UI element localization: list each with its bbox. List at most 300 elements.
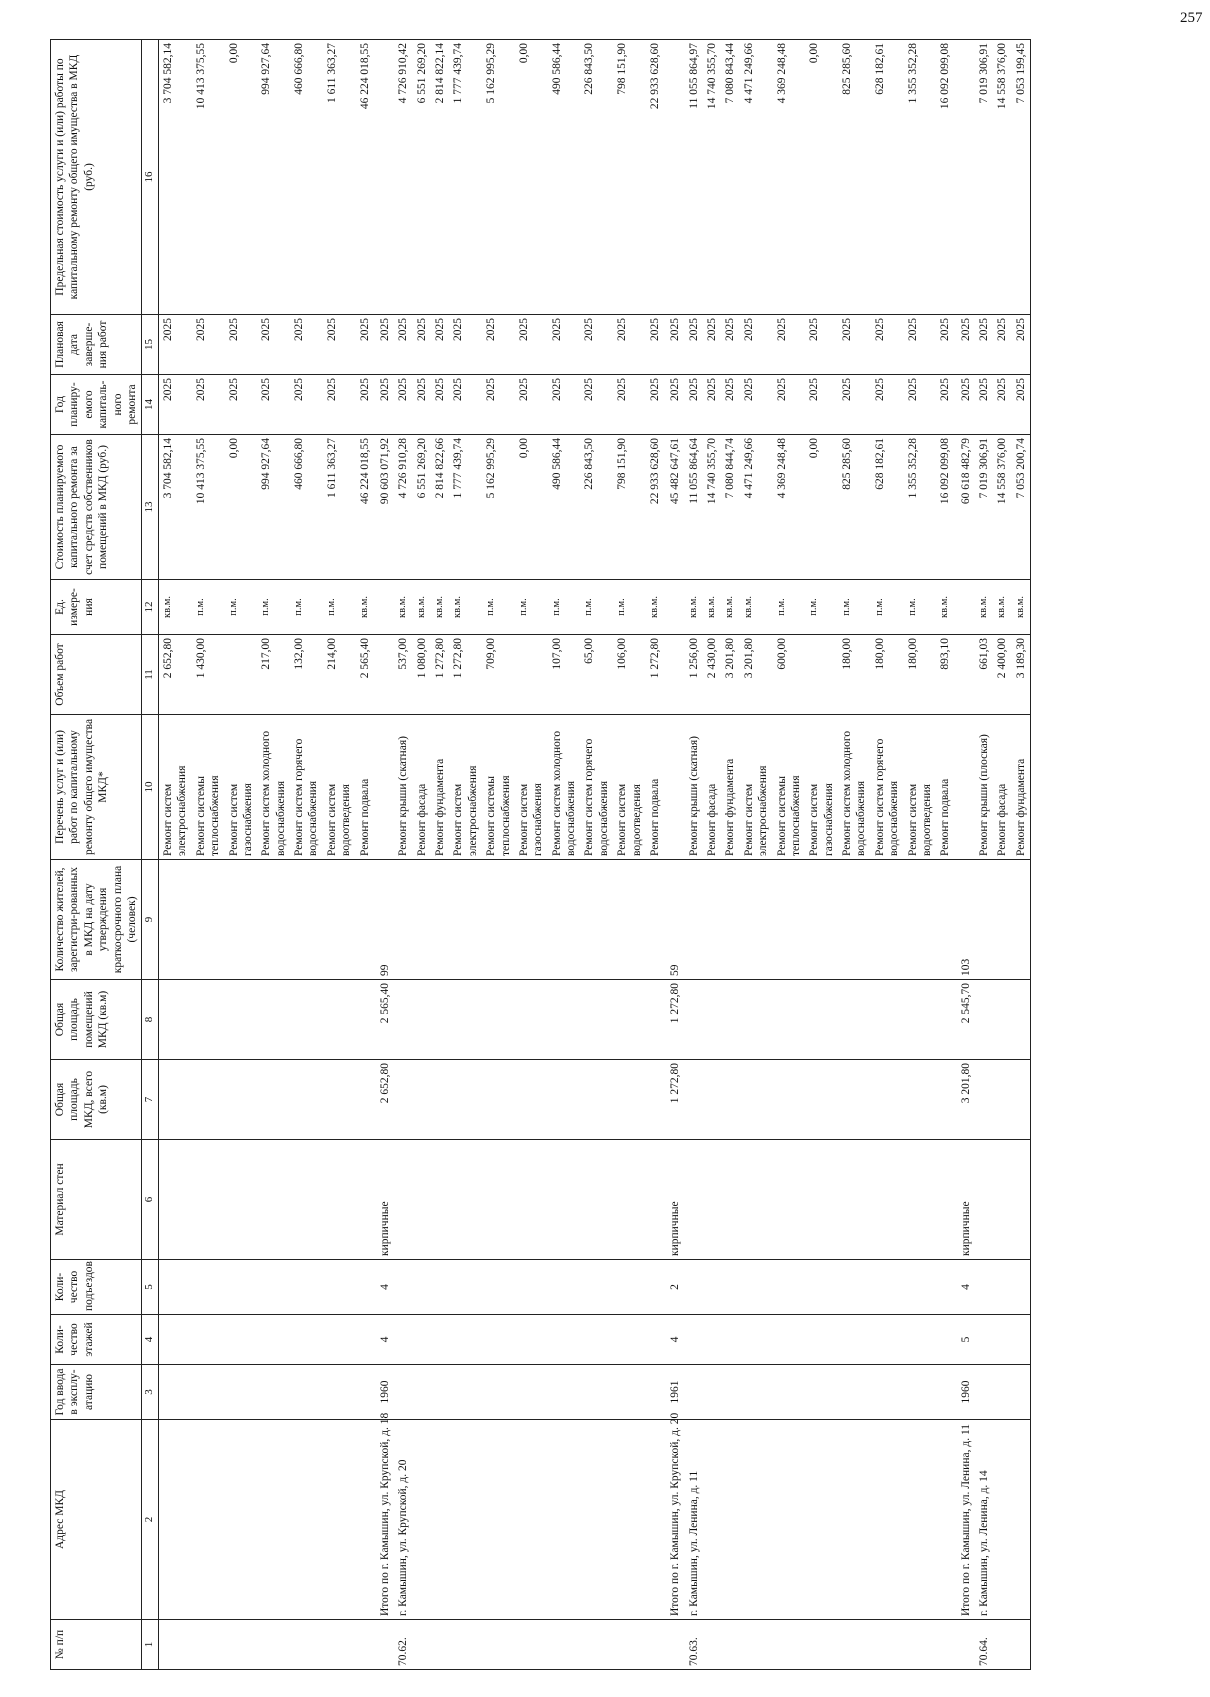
cell-limit: 7 019 306,91 (975, 40, 993, 315)
cell-area (290, 1060, 323, 1140)
cell-end-date: 2025 (955, 315, 975, 375)
cell-area-rooms (192, 980, 225, 1060)
cell-plan-year: 2025 (431, 375, 449, 435)
cell-cost: 5 162 995,29 (482, 435, 515, 580)
cell-floors (740, 1315, 773, 1365)
cell-limit (374, 40, 394, 315)
cell-year (838, 1365, 871, 1420)
capital-repair-table (50, 39, 1031, 1670)
cell-area (192, 1060, 225, 1140)
cell-entrances (703, 1260, 721, 1315)
cell-residents (394, 860, 412, 980)
cell-num (904, 1620, 937, 1670)
cell-num (613, 1620, 646, 1670)
cell-addr: г. Камышин, ул. Крупской, д. 20 (394, 1420, 412, 1620)
cell-area (936, 1060, 954, 1140)
cell-unit: п.м. (871, 580, 904, 635)
cell-residents (356, 860, 374, 980)
cell-unit: кв.м. (685, 580, 703, 635)
cell-num (482, 1620, 515, 1670)
cell-num (374, 1620, 394, 1670)
cell-floors: 4 (664, 1315, 684, 1365)
cell-area (685, 1060, 703, 1140)
cell-material (805, 1140, 838, 1260)
cell-limit: 1 777 439,74 (449, 40, 482, 315)
cell-unit: п.м. (482, 580, 515, 635)
table-header (51, 40, 159, 1670)
rotated-sheet (50, 40, 1210, 1670)
cell-material (482, 1140, 515, 1260)
cell-material (773, 1140, 806, 1260)
cell-entrances (936, 1260, 954, 1315)
cell-end-date: 2025 (356, 315, 374, 375)
cell-volume (374, 635, 394, 715)
cell-residents (323, 860, 356, 980)
cell-work: Ремонт систем горячего водоснабжения (871, 715, 904, 860)
cell-year (721, 1365, 739, 1420)
cell-floors (257, 1315, 290, 1365)
cell-year (413, 1365, 431, 1420)
cell-plan-year: 2025 (1012, 375, 1031, 435)
cell-entrances: 4 (955, 1260, 975, 1315)
cell-unit: кв.м. (936, 580, 954, 635)
cell-entrances (449, 1260, 482, 1315)
cell-entrances: 2 (664, 1260, 684, 1315)
cell-area-rooms (515, 980, 548, 1060)
cell-num (548, 1620, 581, 1670)
cell-addr (159, 1420, 192, 1620)
cell-end-date: 2025 (431, 315, 449, 375)
cell-addr (413, 1420, 431, 1620)
cell-end-date: 2025 (721, 315, 739, 375)
cell-residents (646, 860, 664, 980)
cell-num (740, 1620, 773, 1670)
cell-addr (646, 1420, 664, 1620)
cell-plan-year: 2025 (192, 375, 225, 435)
cell-cost: 1 611 363,27 (323, 435, 356, 580)
cell-material (356, 1140, 374, 1260)
cell-work: Ремонт систем электроснабжения (740, 715, 773, 860)
cell-addr (225, 1420, 258, 1620)
cell-cost: 798 151,90 (613, 435, 646, 580)
cell-area-rooms (613, 980, 646, 1060)
cell-cost: 4 471 249,66 (740, 435, 773, 580)
cell-residents (773, 860, 806, 980)
cell-entrances (290, 1260, 323, 1315)
cell-floors (1012, 1315, 1031, 1365)
cell-cost: 1 777 439,74 (449, 435, 482, 580)
cell-limit: 6 551 269,20 (413, 40, 431, 315)
cell-cost: 16 092 099,08 (936, 435, 954, 580)
cell-entrances (613, 1260, 646, 1315)
cell-area-rooms (936, 980, 954, 1060)
cell-unit: кв.м. (431, 580, 449, 635)
cell-plan-year: 2025 (993, 375, 1011, 435)
cell-material (936, 1140, 954, 1260)
cell-area-rooms (413, 980, 431, 1060)
cell-area: 2 652,80 (374, 1060, 394, 1140)
cell-unit: кв.м. (703, 580, 721, 635)
cell-cost: 14 558 376,00 (993, 435, 1011, 580)
cell-area: 1 272,80 (664, 1060, 684, 1140)
table-row (257, 40, 290, 1670)
cell-unit: кв.м. (356, 580, 374, 635)
cell-material (646, 1140, 664, 1260)
cell-limit: 628 182,61 (871, 40, 904, 315)
cell-area (515, 1060, 548, 1140)
cell-entrances (482, 1260, 515, 1315)
cell-limit: 22 933 628,60 (646, 40, 664, 315)
cell-material (257, 1140, 290, 1260)
table-row (740, 40, 773, 1670)
cell-year (257, 1365, 290, 1420)
cell-area (356, 1060, 374, 1140)
cell-residents: 99 (374, 860, 394, 980)
cell-material (993, 1140, 1011, 1260)
cell-num (257, 1620, 290, 1670)
cell-entrances (805, 1260, 838, 1315)
cell-num: 70.63. (685, 1620, 703, 1670)
cell-work: Ремонт систем газоснабжения (515, 715, 548, 860)
table-row (413, 40, 431, 1670)
cell-area (740, 1060, 773, 1140)
cell-area: 3 201,80 (955, 1060, 975, 1140)
cell-work: Ремонт крыши (плоская) (975, 715, 993, 860)
column-header-5: Коли-чество подъездов (51, 1260, 142, 1315)
cell-area-rooms: 2 565,40 (374, 980, 394, 1060)
table-row (515, 40, 548, 1670)
cell-year (975, 1365, 993, 1420)
cell-work: Ремонт систем газоснабжения (805, 715, 838, 860)
cell-num (993, 1620, 1011, 1670)
cell-floors (936, 1315, 954, 1365)
cell-work (664, 715, 684, 860)
column-number-10: 10 (142, 715, 159, 860)
cell-unit: п.м. (192, 580, 225, 635)
cell-addr (740, 1420, 773, 1620)
column-number-2: 2 (142, 1420, 159, 1620)
cell-addr (1012, 1420, 1031, 1620)
cell-entrances (257, 1260, 290, 1315)
cell-unit: кв.м. (975, 580, 993, 635)
cell-area (580, 1060, 613, 1140)
cell-volume: 1 272,80 (449, 635, 482, 715)
table-row (721, 40, 739, 1670)
cell-year (323, 1365, 356, 1420)
cell-residents: 59 (664, 860, 684, 980)
page-number: 257 (1180, 10, 1203, 26)
cell-entrances (394, 1260, 412, 1315)
cell-addr (431, 1420, 449, 1620)
cell-material (394, 1140, 412, 1260)
cell-area-rooms (431, 980, 449, 1060)
cell-material (580, 1140, 613, 1260)
cell-num (449, 1620, 482, 1670)
cell-work: Ремонт подвала (356, 715, 374, 860)
cell-end-date: 2025 (1012, 315, 1031, 375)
cell-unit: п.м. (257, 580, 290, 635)
cell-addr: г. Камышин, ул. Ленина, д. 14 (975, 1420, 993, 1620)
cell-area-rooms (482, 980, 515, 1060)
cell-num (431, 1620, 449, 1670)
cell-limit: 0,00 (515, 40, 548, 315)
cell-num (646, 1620, 664, 1670)
cell-plan-year: 2025 (646, 375, 664, 435)
cell-work (955, 715, 975, 860)
table-row (431, 40, 449, 1670)
cell-cost: 46 224 018,55 (356, 435, 374, 580)
cell-area-rooms (580, 980, 613, 1060)
cell-area (394, 1060, 412, 1140)
cell-area-rooms (290, 980, 323, 1060)
cell-material (703, 1140, 721, 1260)
cell-addr (721, 1420, 739, 1620)
cell-material (431, 1140, 449, 1260)
column-header-1: № п/п (51, 1620, 142, 1670)
cell-area-rooms: 2 545,70 (955, 980, 975, 1060)
cell-residents (225, 860, 258, 980)
cell-volume (805, 635, 838, 715)
cell-floors (413, 1315, 431, 1365)
cell-end-date: 2025 (703, 315, 721, 375)
column-number-8: 8 (142, 980, 159, 1060)
cell-limit: 7 053 199,45 (1012, 40, 1031, 315)
cell-end-date: 2025 (192, 315, 225, 375)
table-row (805, 40, 838, 1670)
table-row (290, 40, 323, 1670)
cell-limit: 825 285,60 (838, 40, 871, 315)
cell-entrances (871, 1260, 904, 1315)
cell-area-rooms (838, 980, 871, 1060)
cell-limit: 46 224 018,55 (356, 40, 374, 315)
cell-plan-year: 2025 (975, 375, 993, 435)
cell-limit: 0,00 (225, 40, 258, 315)
cell-limit: 11 055 864,97 (685, 40, 703, 315)
cell-addr (773, 1420, 806, 1620)
cell-limit: 460 666,80 (290, 40, 323, 315)
cell-area (838, 1060, 871, 1140)
column-number-14: 14 (142, 375, 159, 435)
cell-entrances (225, 1260, 258, 1315)
cell-num (773, 1620, 806, 1670)
cell-entrances (431, 1260, 449, 1315)
cell-volume (225, 635, 258, 715)
cell-area-rooms (703, 980, 721, 1060)
cell-residents (159, 860, 192, 980)
total-row (955, 40, 975, 1670)
cell-end-date: 2025 (413, 315, 431, 375)
cell-plan-year: 2025 (580, 375, 613, 435)
cell-floors: 5 (955, 1315, 975, 1365)
cell-addr: Итого по г. Камышин, ул. Крупской, д. 20 (664, 1420, 684, 1620)
cell-entrances (548, 1260, 581, 1315)
cell-limit: 798 151,90 (613, 40, 646, 315)
cell-cost: 628 182,61 (871, 435, 904, 580)
cell-floors (871, 1315, 904, 1365)
table-row (975, 40, 993, 1670)
cell-plan-year: 2025 (773, 375, 806, 435)
cell-floors (225, 1315, 258, 1365)
cell-year (904, 1365, 937, 1420)
table-row (192, 40, 225, 1670)
cell-floors (192, 1315, 225, 1365)
cell-area (805, 1060, 838, 1140)
cell-residents (685, 860, 703, 980)
cell-cost: 460 666,80 (290, 435, 323, 580)
cell-area-rooms (548, 980, 581, 1060)
cell-volume: 537,00 (394, 635, 412, 715)
cell-unit: п.м. (515, 580, 548, 635)
cell-addr (515, 1420, 548, 1620)
table-row (871, 40, 904, 1670)
table-row (580, 40, 613, 1670)
cell-area-rooms (773, 980, 806, 1060)
cell-cost: 226 843,50 (580, 435, 613, 580)
cell-year (515, 1365, 548, 1420)
cell-volume: 132,00 (290, 635, 323, 715)
cell-num (805, 1620, 838, 1670)
cell-volume: 3 201,80 (721, 635, 739, 715)
column-header-12: Ед. измере-ния (51, 580, 142, 635)
column-header-2: Адрес МКД (51, 1420, 142, 1620)
cell-area-rooms (721, 980, 739, 1060)
cell-limit: 4 471 249,66 (740, 40, 773, 315)
cell-end-date: 2025 (773, 315, 806, 375)
cell-residents (580, 860, 613, 980)
cell-floors (838, 1315, 871, 1365)
cell-volume: 1 080,00 (413, 635, 431, 715)
cell-work: Ремонт систем водоотведения (323, 715, 356, 860)
cell-floors (482, 1315, 515, 1365)
cell-volume: 3 201,80 (740, 635, 773, 715)
cell-year: 1961 (664, 1365, 684, 1420)
cell-volume: 2 565,40 (356, 635, 374, 715)
cell-plan-year: 2025 (685, 375, 703, 435)
cell-material (975, 1140, 993, 1260)
cell-volume (664, 635, 684, 715)
column-number-15: 15 (142, 315, 159, 375)
cell-unit: п.м. (580, 580, 613, 635)
cell-volume: 600,00 (773, 635, 806, 715)
cell-addr (356, 1420, 374, 1620)
cell-floors (394, 1315, 412, 1365)
cell-num (290, 1620, 323, 1670)
cell-limit (664, 40, 684, 315)
cell-end-date: 2025 (993, 315, 1011, 375)
column-header-6: Материал стен (51, 1140, 142, 1260)
cell-num (159, 1620, 192, 1670)
cell-area-rooms (225, 980, 258, 1060)
cell-floors (159, 1315, 192, 1365)
cell-floors (993, 1315, 1011, 1365)
cell-unit (955, 580, 975, 635)
cell-work: Ремонт фундамента (1012, 715, 1031, 860)
cell-area (1012, 1060, 1031, 1140)
cell-unit: п.м. (838, 580, 871, 635)
cell-floors (356, 1315, 374, 1365)
cell-year (1012, 1365, 1031, 1420)
cell-plan-year: 2025 (515, 375, 548, 435)
cell-addr (449, 1420, 482, 1620)
column-number-11: 11 (142, 635, 159, 715)
cell-volume: 709,00 (482, 635, 515, 715)
cell-cost: 3 704 582,14 (159, 435, 192, 580)
cell-plan-year: 2025 (838, 375, 871, 435)
cell-unit: кв.м. (740, 580, 773, 635)
cell-work: Ремонт фундамента (721, 715, 739, 860)
cell-end-date: 2025 (580, 315, 613, 375)
cell-addr (805, 1420, 838, 1620)
cell-entrances (904, 1260, 937, 1315)
cell-area-rooms (323, 980, 356, 1060)
cell-year (548, 1365, 581, 1420)
cell-year (290, 1365, 323, 1420)
cell-plan-year: 2025 (805, 375, 838, 435)
cell-addr (871, 1420, 904, 1620)
cell-entrances (192, 1260, 225, 1315)
cell-work: Ремонт крыши (скатная) (685, 715, 703, 860)
cell-residents (613, 860, 646, 980)
cell-entrances (838, 1260, 871, 1315)
cell-entrances (159, 1260, 192, 1315)
cell-cost: 0,00 (225, 435, 258, 580)
cell-floors (515, 1315, 548, 1365)
cell-num (721, 1620, 739, 1670)
cell-unit (664, 580, 684, 635)
column-header-9: Количество жителей, зарегистри-рованных в МКД на дату утверждения краткосрочного плана (человек) (51, 860, 142, 980)
cell-residents (975, 860, 993, 980)
column-header-16: Предельная стоимость услуги и (или) работы по капитальному ремонту общего имущества в МКД (руб.) (51, 40, 142, 315)
cell-material (192, 1140, 225, 1260)
cell-plan-year: 2025 (356, 375, 374, 435)
cell-limit: 4 726 910,42 (394, 40, 412, 315)
cell-plan-year: 2025 (225, 375, 258, 435)
table-row (936, 40, 954, 1670)
cell-end-date: 2025 (290, 315, 323, 375)
cell-end-date: 2025 (904, 315, 937, 375)
cell-year: 1960 (955, 1365, 975, 1420)
cell-year (192, 1365, 225, 1420)
cell-work: Ремонт фасада (993, 715, 1011, 860)
cell-limit: 3 704 582,14 (159, 40, 192, 315)
cell-cost: 60 618 482,79 (955, 435, 975, 580)
cell-cost: 7 053 200,74 (1012, 435, 1031, 580)
cell-area-rooms (904, 980, 937, 1060)
cell-entrances (773, 1260, 806, 1315)
cell-area-rooms (871, 980, 904, 1060)
cell-residents: 103 (955, 860, 975, 980)
cell-work: Ремонт систем электроснабжения (449, 715, 482, 860)
cell-addr (548, 1420, 581, 1620)
cell-volume: 1 272,80 (431, 635, 449, 715)
cell-limit: 226 843,50 (580, 40, 613, 315)
cell-num (664, 1620, 684, 1670)
cell-unit: п.м. (290, 580, 323, 635)
cell-plan-year: 2025 (394, 375, 412, 435)
cell-cost: 4 726 910,28 (394, 435, 412, 580)
cell-addr: Итого по г. Камышин, ул. Ленина, д. 11 (955, 1420, 975, 1620)
cell-end-date: 2025 (159, 315, 192, 375)
cell-area-rooms (740, 980, 773, 1060)
cell-year (580, 1365, 613, 1420)
cell-residents (740, 860, 773, 980)
cell-cost: 45 482 647,61 (664, 435, 684, 580)
cell-entrances (685, 1260, 703, 1315)
cell-area (323, 1060, 356, 1140)
cell-year (773, 1365, 806, 1420)
cell-material (159, 1140, 192, 1260)
cell-unit: кв.м. (159, 580, 192, 635)
